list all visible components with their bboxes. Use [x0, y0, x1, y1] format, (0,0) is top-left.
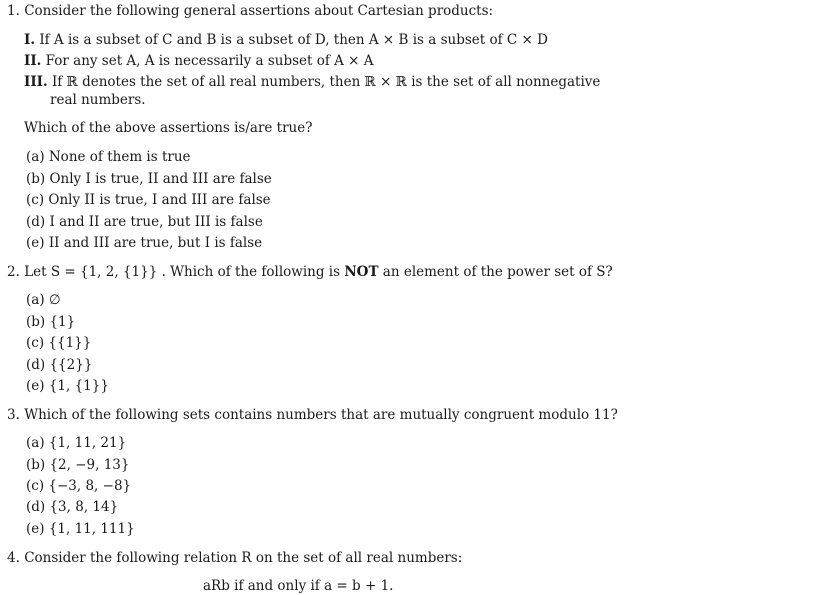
assertion-3-label: III. [24, 74, 48, 90]
question-1-option-e: (e) II and III are true, but I is false [26, 235, 263, 251]
question-2-prompt [7, 263, 613, 281]
question-3-option-c: (c) {−3, 8, −8} [26, 478, 132, 494]
question-2-option-d: (d) {{2}} [26, 357, 93, 373]
question-2-option-c: (c) {{1}} [26, 335, 92, 351]
question-4-definition: aRb if and only if a = b + 1. [203, 578, 394, 594]
question-3-option-d: (d) {3, 8, 14} [26, 499, 119, 515]
question-3-text: Which of the following sets contains numbers that are mutually congruent modulo 11? [24, 407, 618, 423]
question-2-number: 2. [7, 264, 20, 280]
assertion-3-text: If ℝ denotes the set of all real numbers, then ℝ × ℝ is the set of all nonnegative [51, 74, 601, 90]
assertion-1-label: I. [24, 32, 36, 48]
assertion-1 [24, 31, 548, 49]
question-1-text: Consider the following general assertions about Cartesian products: [24, 3, 494, 19]
assertion-3 [24, 73, 600, 91]
question-1-number: 1. [7, 3, 20, 19]
assertion-2 [24, 52, 374, 70]
question-2-text-post: an element of the power set of S? [382, 264, 613, 280]
question-3-option-a: (a) {1, 11, 21} [26, 435, 127, 451]
question-2-option-b: (b) {1} [26, 314, 76, 330]
question-3-option-b: (b) {2, −9, 13} [26, 457, 130, 473]
question-2-text-pre: Let S = {1, 2, {1}} . Which of the following is [24, 264, 341, 280]
question-4-text: Consider the following relation R on the set of all real numbers: [24, 550, 463, 566]
assertion-1-text: If A is a subset of C and B is a subset of D, then A × B is a subset of C × D [39, 32, 548, 48]
question-1-option-a: (a) None of them is true [26, 149, 191, 165]
question-3-prompt [7, 406, 618, 424]
assertion-2-text: For any set A, A is necessarily a subset of A × A [45, 53, 374, 69]
question-3-option-e: (e) {1, 11, 111} [26, 521, 135, 537]
question-1-option-c: (c) Only II is true, I and III are false [26, 192, 271, 208]
question-1-subquestion: Which of the above assertions is/are true? [24, 120, 313, 136]
question-3-number: 3. [7, 407, 20, 423]
question-2-text-bold: NOT [344, 264, 379, 280]
question-2-option-e: (e) {1, {1}} [26, 378, 109, 394]
question-1-prompt [7, 2, 493, 20]
question-4-number: 4. [7, 550, 20, 566]
assertion-2-label: II. [24, 53, 42, 69]
question-2-option-a: (a) ∅ [26, 292, 61, 308]
question-1-option-d: (d) I and II are true, but III is false [26, 214, 263, 230]
question-4-prompt [7, 549, 462, 567]
assertion-3-continuation: real numbers. [50, 92, 146, 108]
question-1-option-b: (b) Only I is true, II and III are false [26, 171, 272, 187]
